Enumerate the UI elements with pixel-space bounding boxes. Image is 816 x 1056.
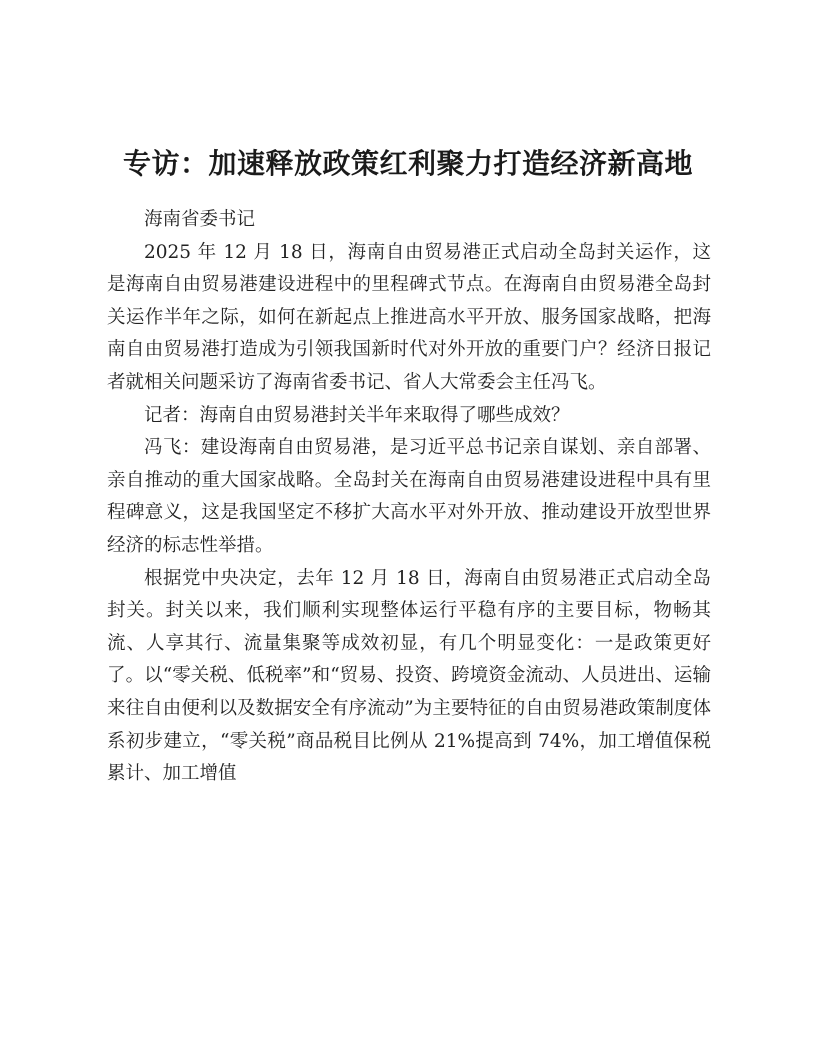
document-body — [107, 204, 711, 791]
document-title: 专访：加速释放政策红利聚力打造经济新高地 — [122, 147, 693, 180]
paragraph-details: 根据党中央决定，去年 12 月 18 日，海南自由贸易港正式启动全岛封关。封关以来，我们顺利实现整体运行平稳有序的主要目标，物畅其流、人享其行、流量集聚等成效初显，有几个明显变化：一是政策更好了。以“零关税、低税率”和“贸易、投资、跨境资金流动、人员进出、运输来往自由便利以及数据安全有序流动”为主要特征的自由贸易港政策制度体系初步建立，“零关税”商品税目比例从 21%提高到 74%，加工增值保税累计、加工增值 — [107, 567, 711, 785]
paragraph-question: 记者：海南自由贸易港封关半年来取得了哪些成效？ — [144, 404, 570, 426]
paragraph-intro: 2025 年 12 月 18 日，海南自由贸易港正式启动全岛封关运作，这是海南自由贸易港建设进程中的里程碑式节点。在海南自由贸易港全岛封关运作半年之际，如何在新起点上推进高水平开放、服务国家战略，把海南自由贸易港打造成为引领我国新时代对外开放的重要门户？经济日报记者就相关问题采访了海南省委书记、省人大常委会主任冯飞。 — [107, 241, 711, 393]
author-line: 海南省委书记 — [144, 209, 256, 230]
paragraph-answer: 冯飞：建设海南自由贸易港，是习近平总书记亲自谋划、亲自部署、亲自推动的重大国家战略。全岛封关在海南自由贸易港建设进程中具有里程碑意义，这是我国坚定不移扩大高水平对外开放、推动建设开放型世界经济的标志性举措。 — [107, 437, 711, 556]
